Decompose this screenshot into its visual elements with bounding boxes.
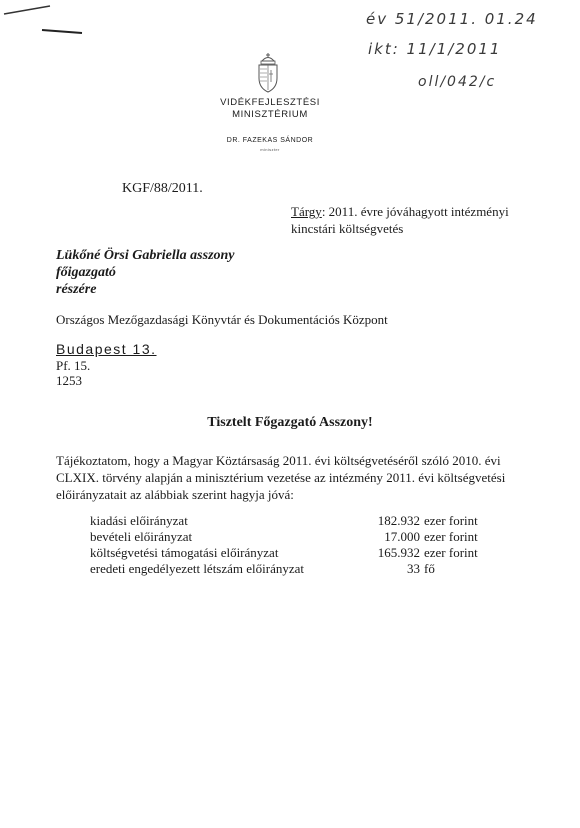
recipient-po-box: Pf. 15. xyxy=(56,358,91,373)
budget-item-unit: ezer forint xyxy=(424,529,478,544)
budget-item-value: 165.932 xyxy=(377,545,420,560)
budget-item-label: eredeti engedélyezett létszám előirányzat xyxy=(90,561,305,576)
budget-item-unit: ezer forint xyxy=(424,545,478,560)
ministry-name-line2: MINISZTÉRIUM xyxy=(232,109,308,120)
recipient-title: főigazgató xyxy=(56,265,116,280)
handwritten-reference-note: oll/042/c xyxy=(418,74,497,90)
subject-label: Tárgy xyxy=(291,204,322,219)
budget-item-label: költségvetési támogatási előirányzat xyxy=(90,545,279,560)
table-row xyxy=(90,529,478,545)
budget-item-value: 182.932 xyxy=(377,513,420,528)
budget-item-value: 33 xyxy=(407,561,420,576)
recipient-postal-code: 1253 xyxy=(56,373,82,388)
handwritten-registry-note: év 51/2011. 01.24 xyxy=(366,10,538,28)
recipient-city: Budapest 13. xyxy=(56,341,157,357)
sender-title: miniszter xyxy=(260,147,280,152)
budget-item-value: 17.000 xyxy=(384,529,420,544)
coat-of-arms-icon xyxy=(254,52,282,99)
recipient-suffix: részére xyxy=(56,282,97,297)
recipient-organization: Országos Mezőgazdasági Könyvtár és Dokumentációs Központ xyxy=(56,312,388,327)
handwritten-filing-note: ikt: 11/1/2011 xyxy=(368,40,502,58)
table-row xyxy=(90,513,478,529)
body-line-2: CLXIX. törvény alapján a minisztérium vezetése az intézmény 2011. évi költségvetési xyxy=(56,470,506,485)
body-line-3: előirányzatait az alábbiak szerint hagyja jóvá: xyxy=(56,487,294,502)
budget-item-label: kiadási előirányzat xyxy=(90,513,188,528)
subject xyxy=(291,203,509,237)
reference-number: KGF/88/2011. xyxy=(122,181,203,196)
table-row xyxy=(90,561,478,577)
pen-mark xyxy=(0,0,90,45)
ministry-name-line1: VIDÉKFEJLESZTÉSI xyxy=(220,97,320,108)
salutation: Tisztelt Főgazgató Asszony! xyxy=(207,415,373,430)
sender-name: DR. FAZEKAS SÁNDOR xyxy=(226,137,314,144)
body-text xyxy=(56,452,505,503)
budget-table xyxy=(90,513,478,577)
table-row xyxy=(90,545,478,561)
budget-item-label: bevételi előirányzat xyxy=(90,529,193,544)
budget-item-unit: fő xyxy=(424,561,435,576)
ministry-name xyxy=(190,97,350,121)
subject-text: : 2011. évre jóváhagyott intézményi xyxy=(321,204,509,219)
recipient-name: Lükőné Örsi Gabriella asszony xyxy=(56,248,235,263)
budget-item-unit: ezer forint xyxy=(424,513,478,528)
body-line-1: Tájékoztatom, hogy a Magyar Köztársaság 2011. évi költségvetéséről szóló 2010. évi xyxy=(56,453,501,468)
subject-text-line2: kincstári költségvetés xyxy=(291,221,404,236)
